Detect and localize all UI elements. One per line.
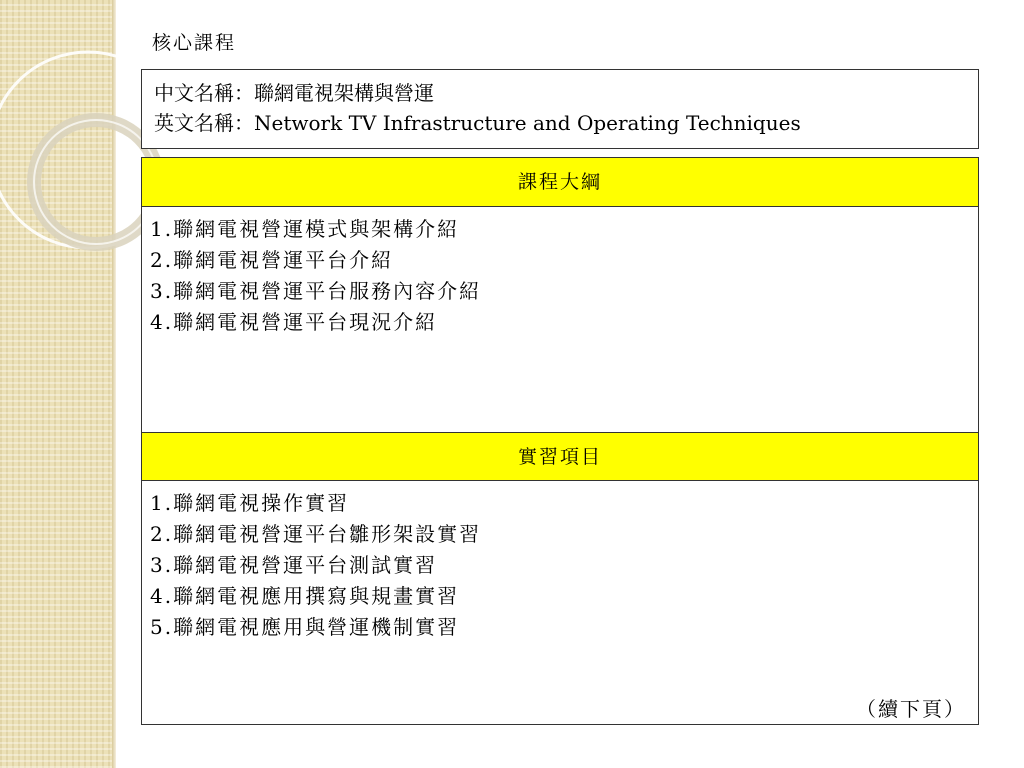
practice-header: 實習項目 bbox=[142, 432, 978, 481]
decorative-side-edge bbox=[112, 0, 116, 768]
course-name-box bbox=[141, 69, 979, 149]
practice-list bbox=[150, 488, 481, 643]
practice-item: 3.聯網電視營運平台測試實習 bbox=[150, 553, 438, 577]
outline-item: 2.聯網電視營運平台介紹 bbox=[150, 248, 394, 272]
course-table bbox=[141, 157, 979, 725]
decorative-side-band bbox=[0, 0, 112, 768]
outline-list bbox=[150, 214, 481, 338]
practice-item: 2.聯網電視營運平台雛形架設實習 bbox=[150, 522, 482, 546]
outline-header: 課程大綱 bbox=[142, 158, 978, 207]
outline-item: 1.聯網電視營運模式與架構介紹 bbox=[150, 217, 460, 241]
chinese-course-name: 中文名稱：聯網電視架構與營運 bbox=[154, 81, 434, 105]
practice-item: 4.聯網電視應用撰寫與規畫實習 bbox=[150, 584, 460, 608]
practice-item: 1.聯網電視操作實習 bbox=[150, 491, 350, 515]
outline-item: 4.聯網電視營運平台現況介紹 bbox=[150, 310, 438, 334]
english-course-name: 英文名稱：Network TV Infrastructure and Operating Techniques bbox=[154, 111, 801, 135]
practice-item: 5.聯網電視應用與營運機制實習 bbox=[150, 615, 460, 639]
outline-item: 3.聯網電視營運平台服務內容介紹 bbox=[150, 279, 482, 303]
continued-note: （續下頁） bbox=[856, 697, 966, 721]
slide-title: 核心課程 bbox=[152, 32, 237, 54]
